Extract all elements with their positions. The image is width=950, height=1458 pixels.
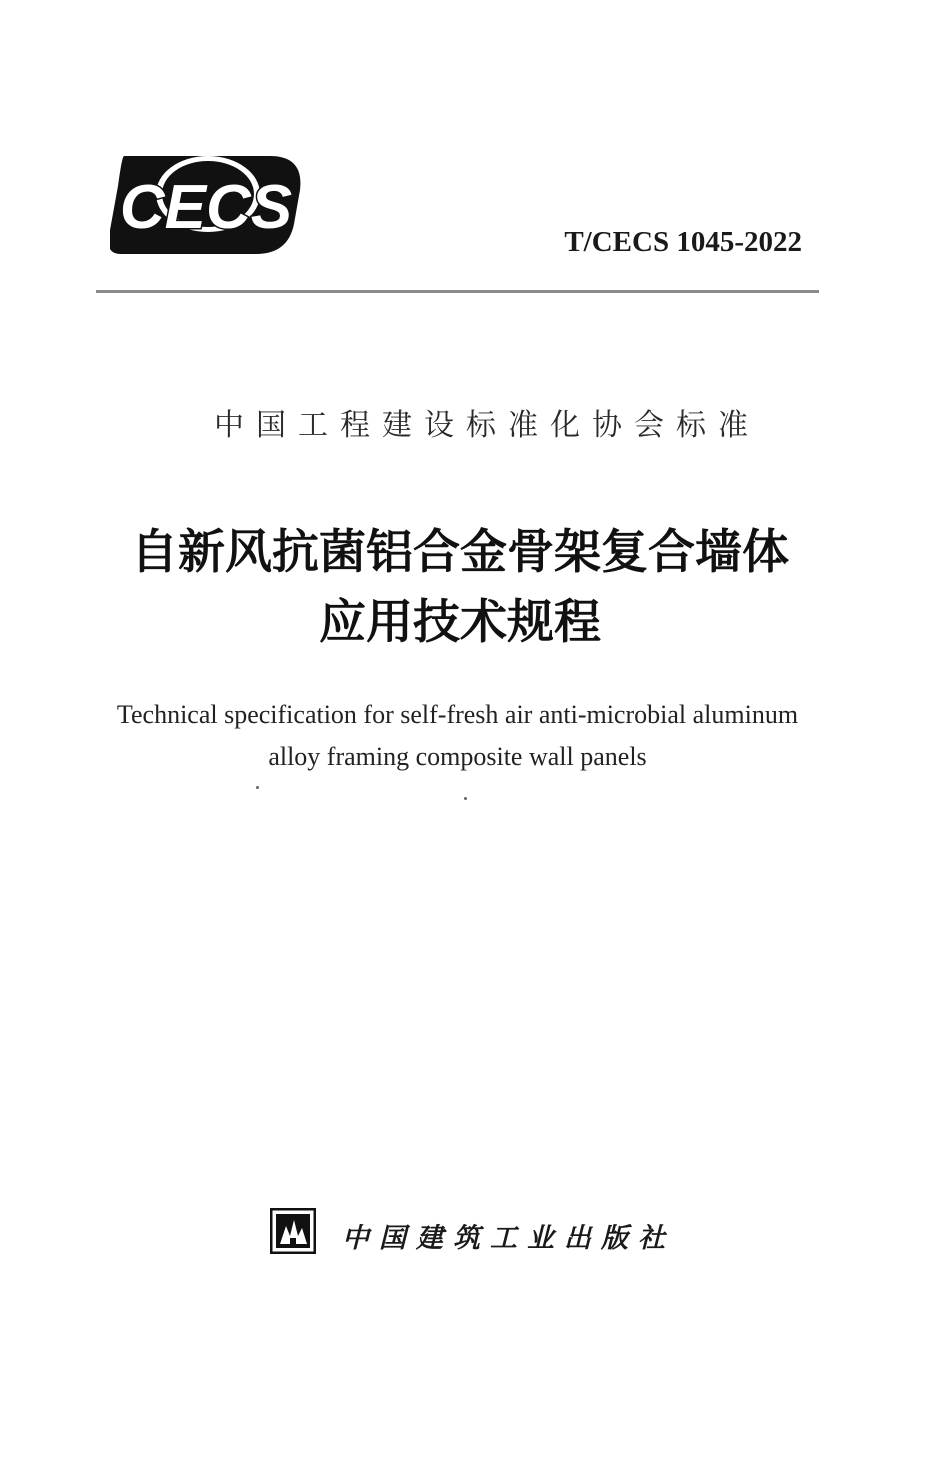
standard-number: T/CECS 1045-2022 [564, 226, 802, 258]
cecs-logo-text: CECS [119, 173, 293, 242]
cecs-logo-icon [110, 150, 308, 258]
publisher-logo-icon [270, 1208, 316, 1254]
english-title-line-2: alloy framing composite wall panels [268, 742, 647, 771]
publisher-name: 中国建筑工业出版社 [342, 1223, 675, 1254]
chinese-title-line-1: 自新风抗菌铝合金骨架复合墙体 [131, 525, 789, 580]
english-title [0, 694, 915, 778]
scan-speck [464, 797, 467, 800]
english-title-line-1: Technical specification for self-fresh air anti-microbial aluminum [116, 700, 799, 729]
header-divider [96, 290, 819, 293]
chinese-title-line-2: 应用技术规程 [319, 595, 601, 650]
scan-speck [256, 786, 259, 789]
chinese-title [0, 518, 920, 658]
organization-name: 中国工程建设标准化协会标准 [214, 408, 760, 443]
